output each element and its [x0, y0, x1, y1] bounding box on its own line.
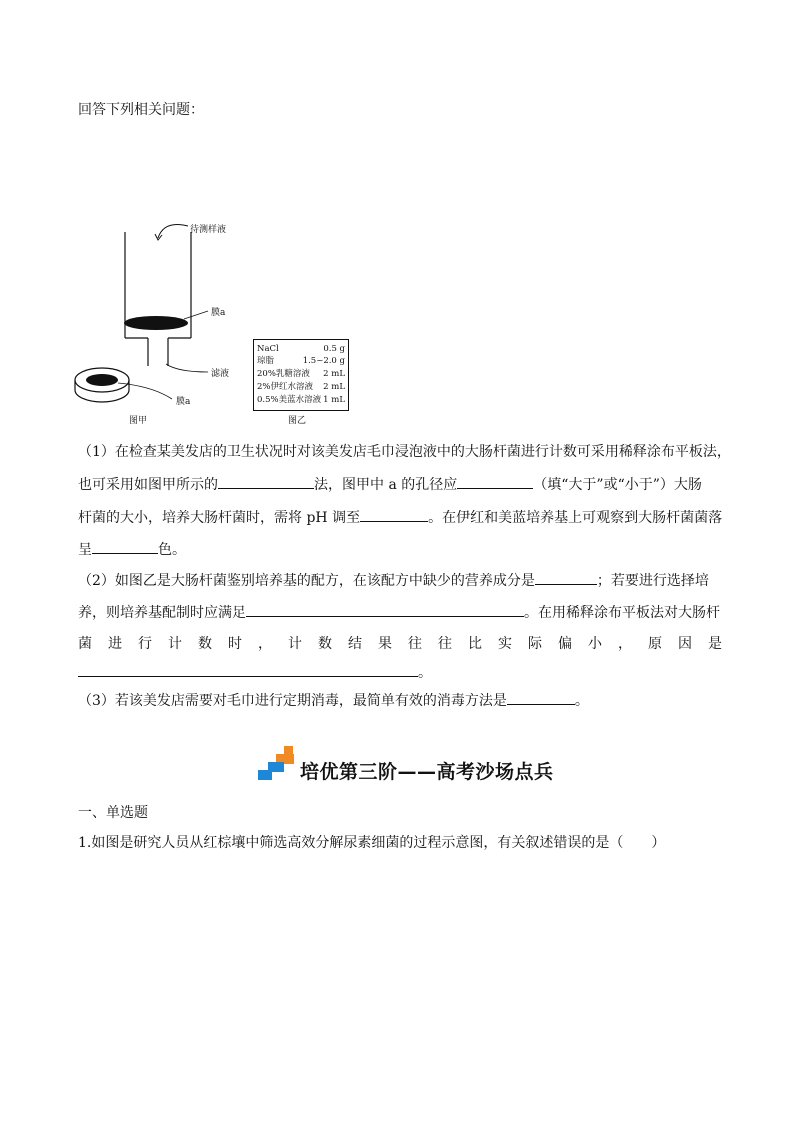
intro-text: 回答下列相关问题： [78, 102, 204, 118]
q2-line-1: （2）如图乙是大肠杆菌鉴别培养基的配方，在该配方中缺少的营养成分是 ；若要进行选择培 [78, 570, 709, 591]
recipe-row: 2%伊红水溶液 2 mL [257, 382, 345, 392]
membrane-label: 膜a [211, 308, 226, 318]
membrane-label-2: 膜a [176, 397, 191, 407]
q2-line-3: 菌 进 行 计 数 时 ， 计 数 结 果 往 往 比 实 际 偏 小 ， 原 因 是 [78, 636, 722, 652]
section-heading: 一、单选题 [78, 805, 148, 821]
figure-b-caption: 图乙 [288, 416, 307, 426]
figure-a-diagram [60, 218, 260, 418]
recipe-row: NaCl 0.5 g [257, 344, 345, 354]
q1-line-1: （1）在检查某美发店的卫生状况时对该美发店毛巾浸泡液中的大肠杆菌进行计数可采用稀释涂布平板法， [78, 444, 731, 460]
answer-blank[interactable] [246, 602, 524, 617]
figure-a-caption: 图甲 [129, 416, 148, 426]
recipe-row: 琼脂 1.5~2.0 g [257, 356, 345, 366]
answer-blank[interactable] [457, 474, 533, 489]
answer-blank[interactable] [92, 539, 158, 554]
q3-line: （3）若该美发店需要对毛巾进行定期消毒，最简单有效的消毒方法是 。 [78, 690, 589, 711]
sample-label: 待测样液 [190, 225, 227, 235]
filtrate-label: 滤液 [211, 369, 230, 379]
q1-line-4: 呈 色。 [78, 539, 186, 560]
question-1: 1.如图是研究人员从红棕壤中筛选高效分解尿素细菌的过程示意图，有关叙述错误的是（ ） [78, 835, 666, 851]
recipe-box [253, 339, 349, 411]
q1-line-3: 杆菌的大小，培养大肠杆菌时，需将 pH 调至 。在伊红和美蓝培养基上可观察到大肠杆菌菌落 [78, 507, 722, 528]
answer-blank[interactable] [78, 662, 418, 677]
answer-blank[interactable] [360, 507, 428, 522]
q1-line-2: 也可采用如图甲所示的 法，图甲中 a 的孔径应 （填“大于”或“小于”）大肠 [78, 474, 702, 495]
recipe-row: 0.5%美蓝水溶液 1 mL [257, 395, 345, 405]
q2-line-2: 养，则培养基配制时应满足 。在用稀释涂布平板法对大肠杆 [78, 602, 720, 623]
section-logo-icon [258, 746, 298, 782]
answer-blank[interactable] [535, 570, 597, 585]
recipe-row: 20%乳糖溶液 2 mL [257, 369, 345, 379]
section-title: 培优第三阶——高考沙场点兵 [300, 761, 554, 783]
q2-line-4: 。 [78, 662, 432, 683]
answer-blank[interactable] [218, 474, 314, 489]
answer-blank[interactable] [507, 690, 575, 705]
